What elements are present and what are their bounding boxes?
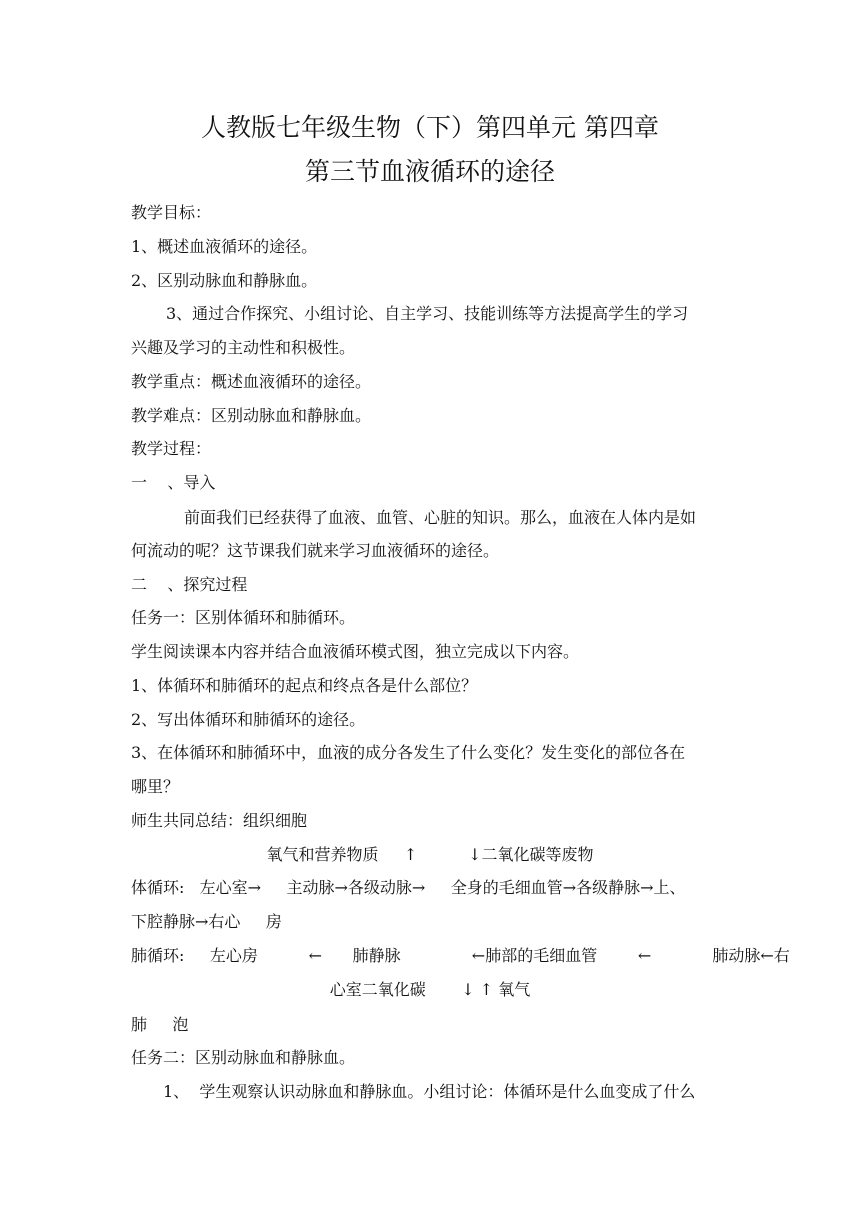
task-two-heading: 任务二：区别动脉血和静脉血。 — [131, 1048, 356, 1067]
summary-heading: 师生共同总结：组织细胞 — [131, 811, 308, 830]
teaching-process-heading: 教学过程： — [131, 439, 212, 458]
section-two-heading: 二 、探究过程 — [131, 575, 248, 594]
teaching-difficulty: 教学难点：区别动脉血和静脉血。 — [131, 406, 372, 425]
systemic-circulation-path-continued: 下腔静脉→右心 房 — [131, 912, 282, 931]
objective-3: 3、通过合作探究、小组讨论、自主学习、技能训练等方法提高学生的学习 — [166, 304, 689, 323]
alveoli-label: 肺 泡 — [131, 1015, 189, 1034]
introduction-paragraph: 前面我们已经获得了血液、血管、心脏的知识。那么，血液在人体内是如 — [184, 508, 697, 527]
teaching-focus: 教学重点：概述血液循环的途径。 — [131, 372, 372, 391]
introduction-paragraph-continued: 何流动的呢？这节课我们就来学习血液循环的途径。 — [131, 541, 500, 560]
task-two-item-1: 1、 学生观察认识动脉血和静脉血。小组讨论：体循环是什么血变成了什么 — [163, 1082, 696, 1101]
objective-1: 1、概述血液循环的途径。 — [131, 237, 318, 256]
objective-2: 2、区别动脉血和静脉血。 — [131, 271, 318, 290]
objective-3-continued: 兴趣及学习的主动性和积极性。 — [131, 338, 356, 357]
question-2: 2、写出体循环和肺循环的途径。 — [131, 710, 366, 729]
systemic-circulation-path: 体循环: 左心室→ 主动脉→各级动脉→ 全身的毛细血管→各级静脉→上、 — [131, 878, 686, 897]
question-1: 1、体循环和肺循环的起点和终点各是什么部位？ — [131, 676, 478, 695]
question-3-continued: 哪里？ — [131, 777, 180, 796]
objectives-heading: 教学目标： — [131, 203, 212, 222]
task-one-heading: 任务一：区别体循环和肺循环。 — [131, 608, 356, 627]
document-title: 人教版七年级生物（下）第四单元 第四章 — [201, 113, 659, 142]
systemic-exchange-label: 氧气和营养物质 ↑ ↓二氧化碳等废物 — [266, 845, 594, 864]
question-3: 3、在体循环和肺循环中，血液的成分各发生了什么变化？发生变化的部位各在 — [131, 743, 686, 762]
section-title: 第三节血液循环的途径 — [304, 157, 555, 186]
pulmonary-exchange-label: 心室二氧化碳 ↓ ↑ 氧气 — [329, 980, 531, 999]
task-one-instruction: 学生阅读课本内容并结合血液循环模式图，独立完成以下内容。 — [131, 642, 580, 661]
pulmonary-circulation-path: 肺循环: 左心房 ← 肺静脉 ←肺部的毛细血管 ← 肺动脉←右 — [131, 946, 790, 965]
section-one-heading: 一 、导入 — [131, 473, 216, 492]
